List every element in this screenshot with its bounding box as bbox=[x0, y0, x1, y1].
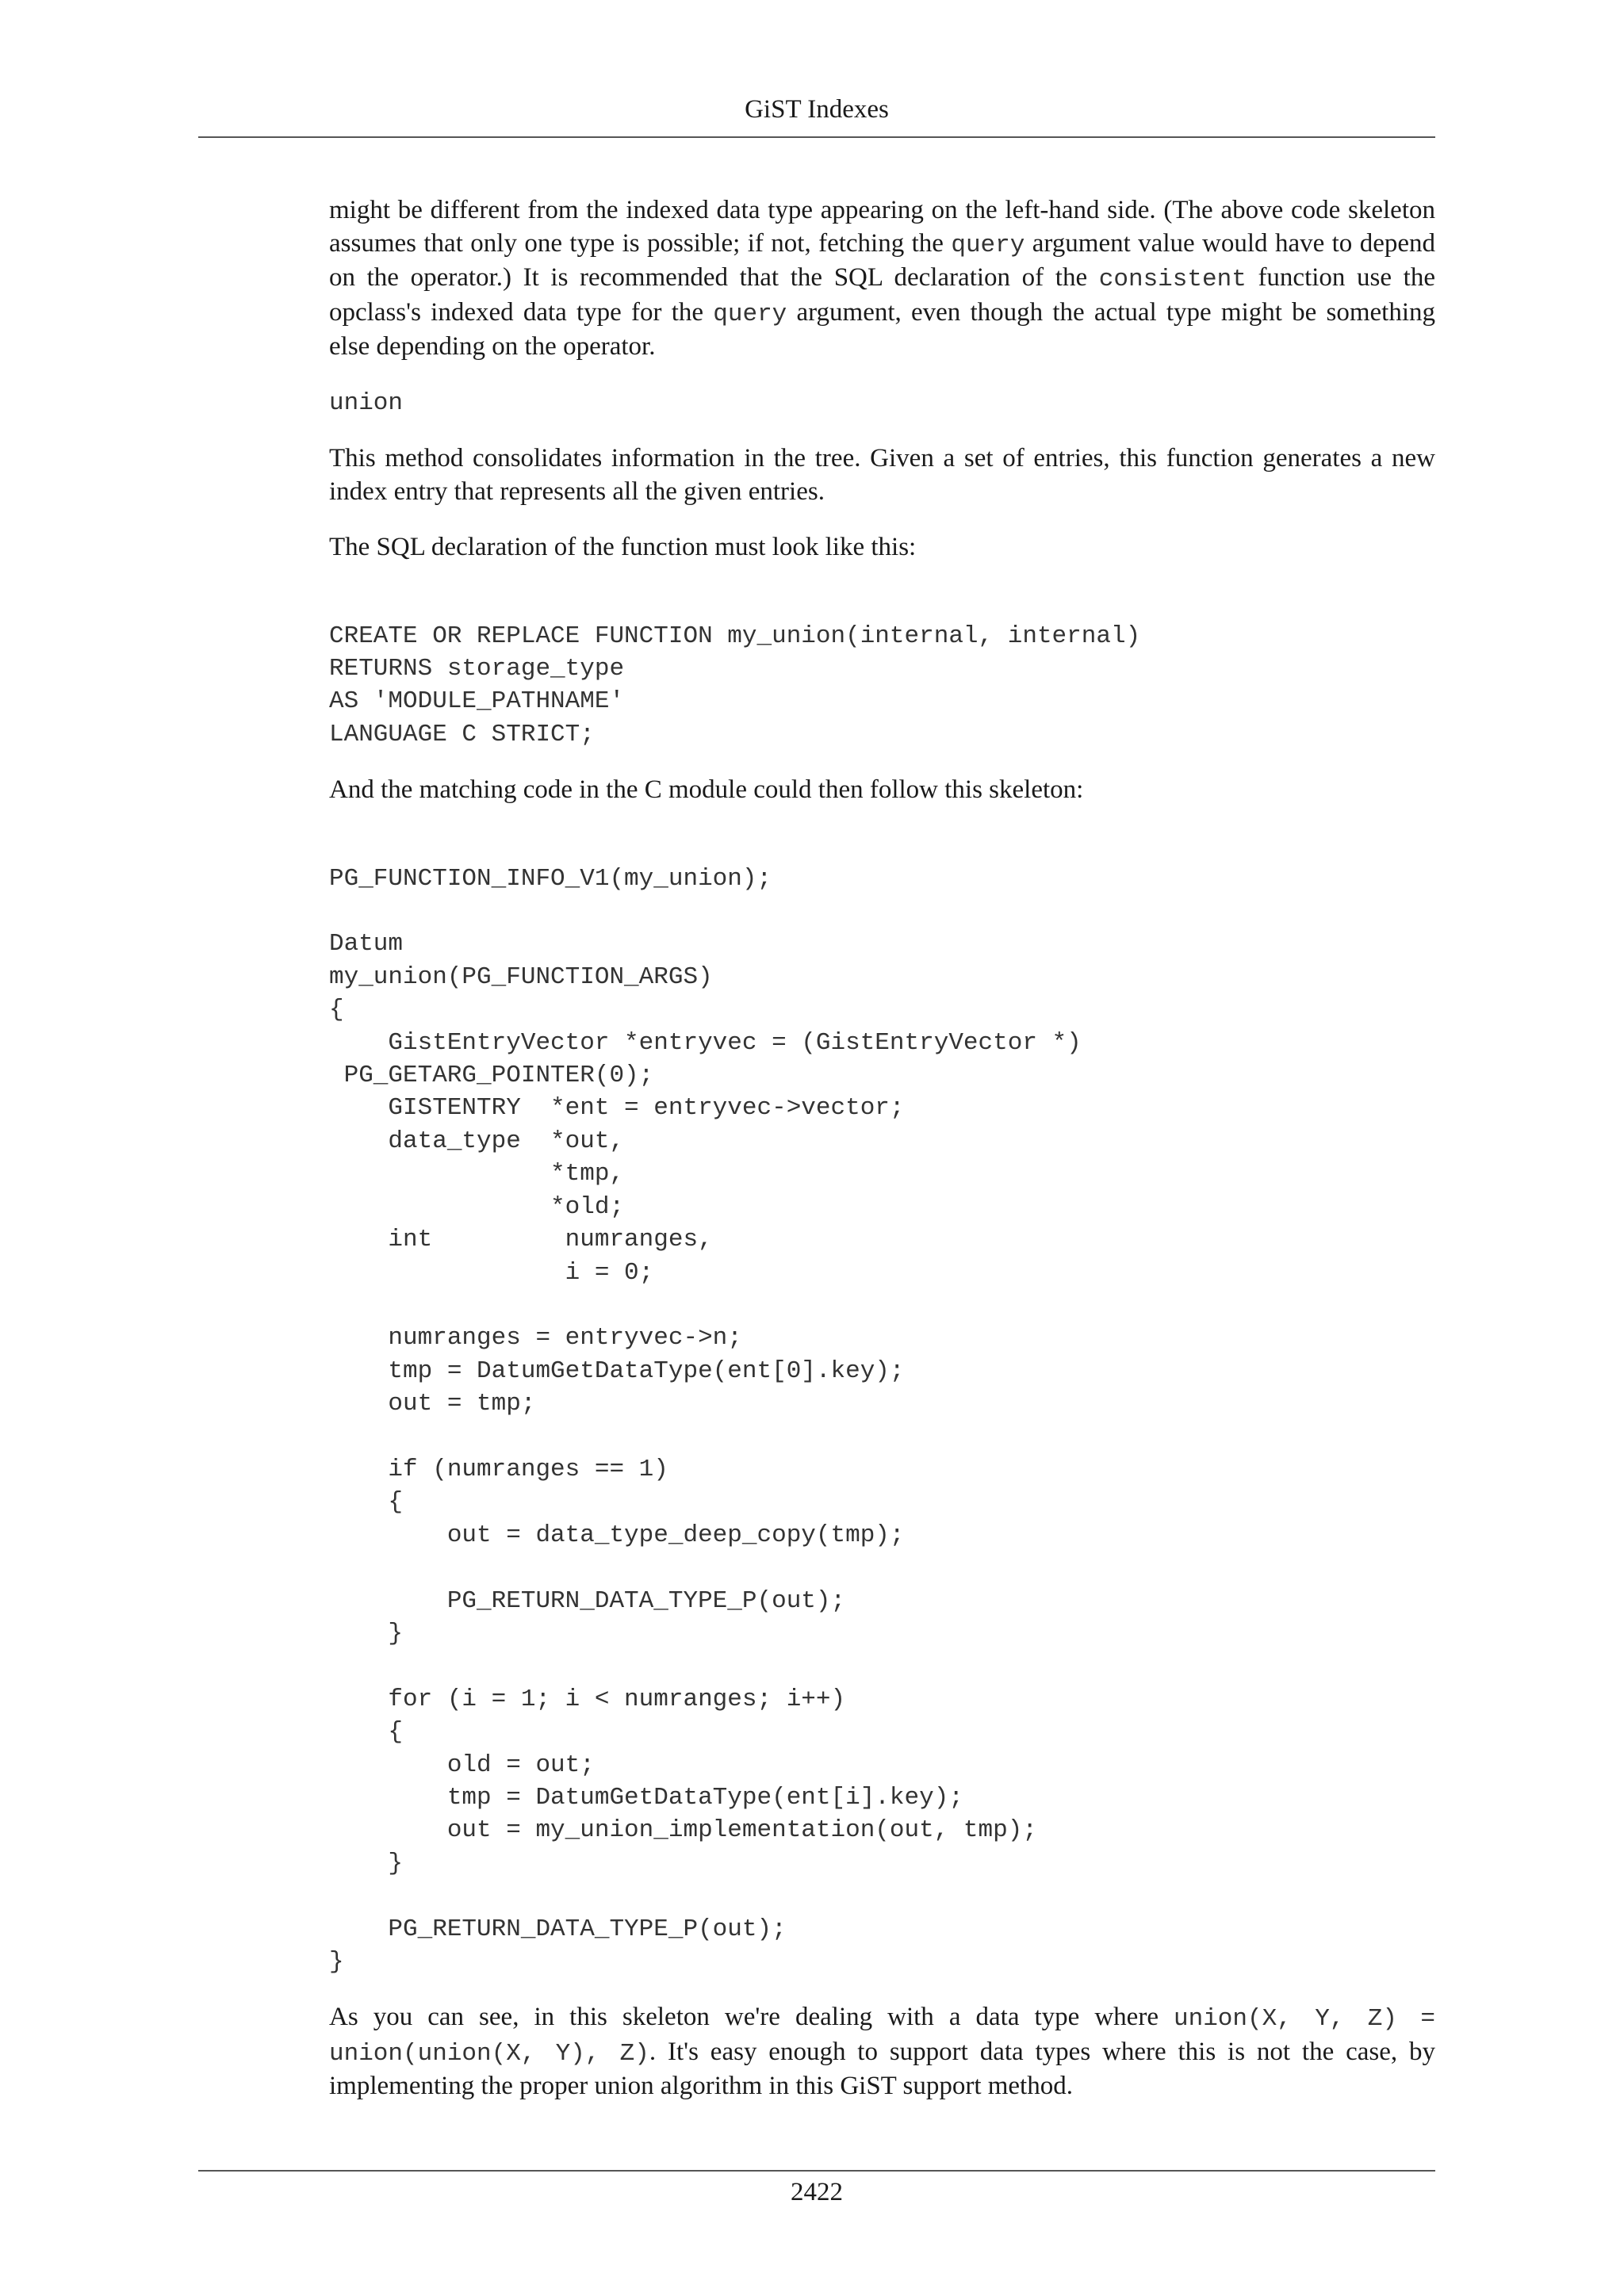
page-number: 2422 bbox=[791, 2178, 843, 2206]
header-rule bbox=[198, 136, 1435, 138]
footer-rule bbox=[198, 2170, 1435, 2172]
sql-intro: The SQL declaration of the function must look like this: bbox=[329, 533, 917, 561]
intro-text-4: argument, even though the actual type might be something else depending on the operator. bbox=[329, 297, 1435, 361]
page-content bbox=[329, 194, 1435, 2126]
intro-paragraph bbox=[329, 194, 1435, 364]
closing-text-1: As you can see, in this skeleton we're dealing with a data type where bbox=[329, 2003, 1174, 2032]
union-description: This method consolidates information in the tree. Given a set of entries, this function generates a new index entry that represents all the given entries. bbox=[329, 444, 1435, 506]
inline-code-query-2: query bbox=[713, 300, 787, 328]
closing-paragraph bbox=[329, 2001, 1435, 2103]
sql-code-block: CREATE OR REPLACE FUNCTION my_union(internal, internal) RETURNS storage_type AS 'MODULE_PATHNAME' LANGUAGE C STRICT; bbox=[329, 622, 1141, 748]
closing-text-2: . It's easy enough to support data types where this is not the case, by implementing the proper union algorithm in this GiST support method. bbox=[329, 2037, 1435, 2101]
intro-text-3: function use the opclass's indexed data type for the bbox=[329, 263, 1435, 327]
c-intro: And the matching code in the C module could then follow this skeleton: bbox=[329, 775, 1084, 805]
inline-code-union-identity: union(X, Y, Z) = union(union(X, Y), Z) bbox=[329, 2005, 1435, 2068]
c-code-block: PG_FUNCTION_INFO_V1(my_union); Datum my_union(PG_FUNCTION_ARGS) { GistEntryVector *entryvec = (GistEntryVector *) PG_GETARG_POINTER(0); GISTENTRY *ent = entryvec->vector; data_type *out, *tmp, *old; int numranges, i = 0; numranges = entryvec->n; tmp = DatumGetDataType(ent[0].key); out = tmp; if (numranges == 1) { out = data_type_deep_copy(tmp); PG_RETURN_DATA_TYPE_P(out); } for (i = 1; i < numranges; i++) { old = out; tmp = DatumGetDataType(ent[i].key); out = my_union_implementation(out, tmp); } PG_RETURN_DATA_TYPE_P(out); } bbox=[329, 864, 1082, 1976]
intro-text-2: argument value would have to depend on the operator.) It is recommended that the SQL declaration of the bbox=[329, 228, 1435, 292]
intro-text-1: might be different from the indexed data type appearing on the left-hand side. (The above code skeleton assumes that only one type is possible; if not, fetching the bbox=[329, 196, 1435, 258]
inline-code-consistent: consistent bbox=[1098, 266, 1247, 293]
running-header-title: GiST Indexes bbox=[745, 95, 889, 124]
method-term-union: union bbox=[329, 388, 404, 417]
inline-code-query: query bbox=[951, 231, 1025, 259]
